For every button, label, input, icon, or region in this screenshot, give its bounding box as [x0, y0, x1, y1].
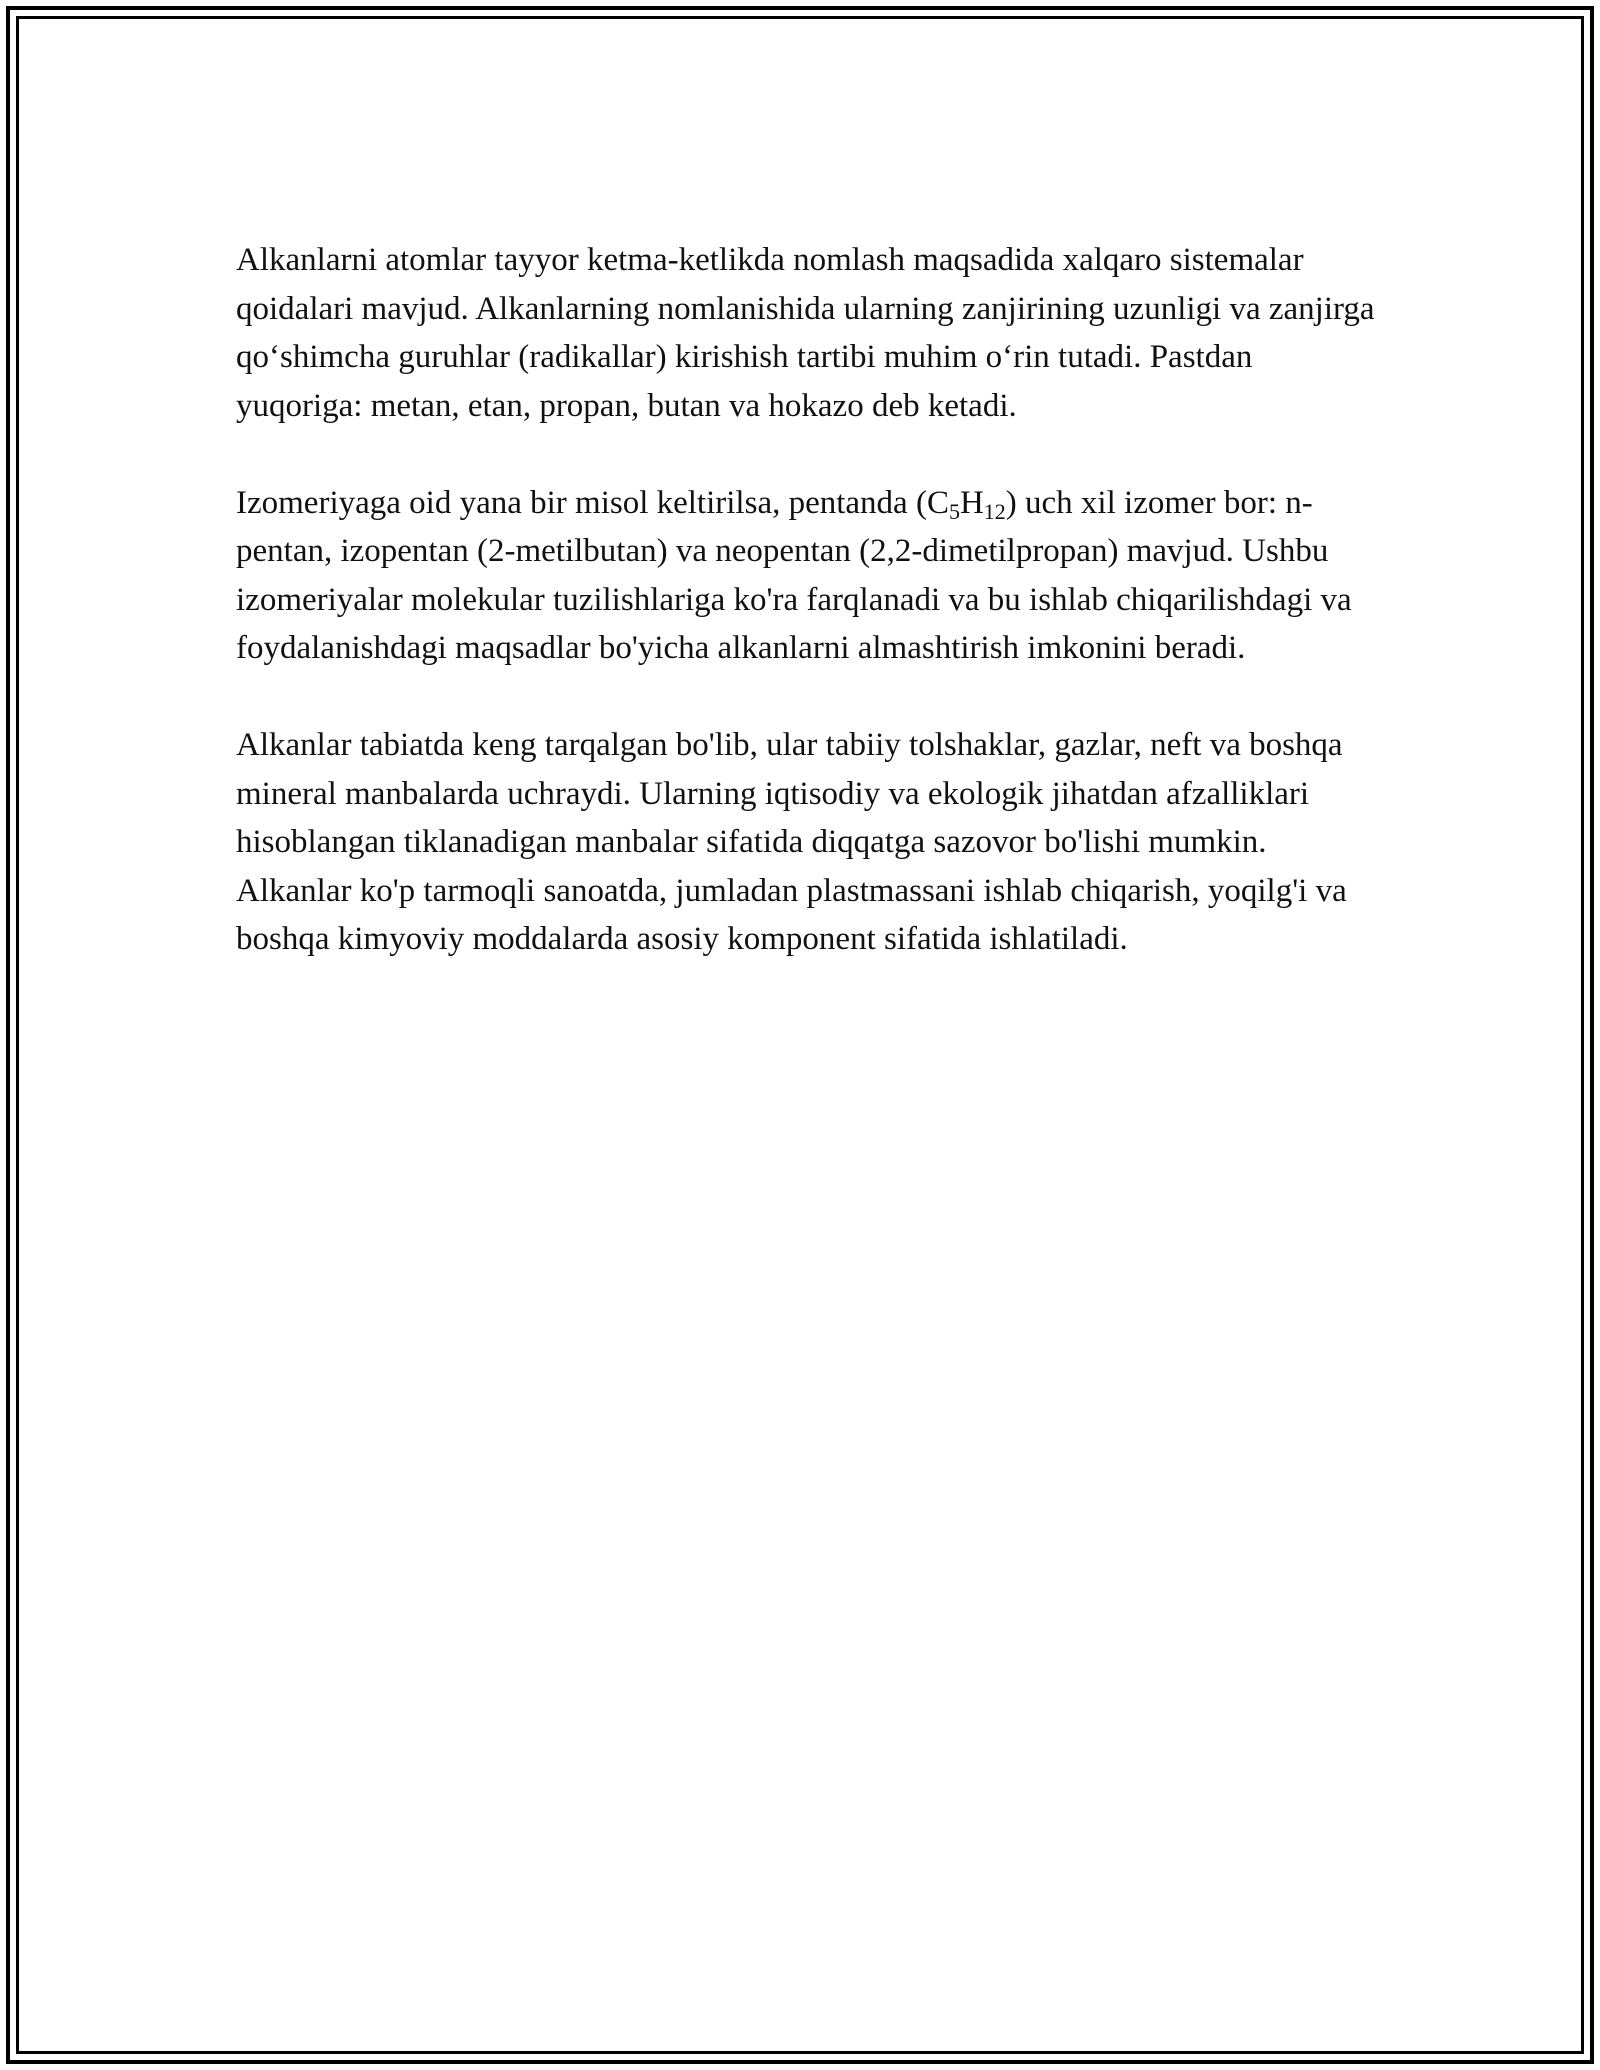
paragraph-naming-text: Alkanlarni atomlar tayyor ketma-ketlikda nomlash maqsadida xalqaro sistemalar qoidalari mavjud. Alkanlarning nomlanishida ularning zanjirining uzunligi va zanjirga qo‘shimcha guruhlar (radikallar) kirishish tartibi muhim o‘rin tutadi. Pastdan yuqoriga: metan, etan, propan, butan va hokazo deb ketadi.	[236, 242, 1375, 424]
paragraph-occurrence-text: Alkanlar tabiatda keng tarqalgan bo'lib, ular tabiiy tolshaklar, gazlar, neft va boshqa mineral manbalarda uchraydi. Ularning iqtisodiy va ekologik jihatdan afzalliklari hisoblangan tiklanadigan manbalar sifatida diqqatga sazovor bo'lishi mumkin. Alkanlar ko'p tarmoqli sanoatda, jumladan plastmassani ishlab chiqarish, yoqilg'i va boshqa kimyoviy moddalarda asosiy komponent sifatida ishlatiladi.	[236, 727, 1347, 957]
document-body	[236, 236, 1376, 1012]
formula-hydrogen-subscript: 12	[983, 498, 1006, 524]
paragraph-isomers	[236, 479, 1376, 673]
paragraph-occurrence	[236, 721, 1376, 964]
paragraph-naming	[236, 236, 1376, 430]
formula-carbon-subscript: 5	[948, 498, 960, 524]
paragraph-isomers-lead: Izomeriyaga oid yana bir misol keltirilsa, pentanda (C	[236, 484, 949, 521]
formula-hydrogen: H	[959, 484, 984, 521]
paragraph-isomers-rest: ) uch xil izomer bor: n-pentan, izopentan (2-metilbutan) va neopentan (2,2-dimetilpropan) mavjud. Ushbu izomeriyalar molekular tuzilishlariga ko'ra farqlanadi va bu ishlab chiqarilishdagi va foydalanishdagi maqsadlar bo'yicha alkanlarni almashtirish imkonini beradi.	[236, 484, 1352, 666]
